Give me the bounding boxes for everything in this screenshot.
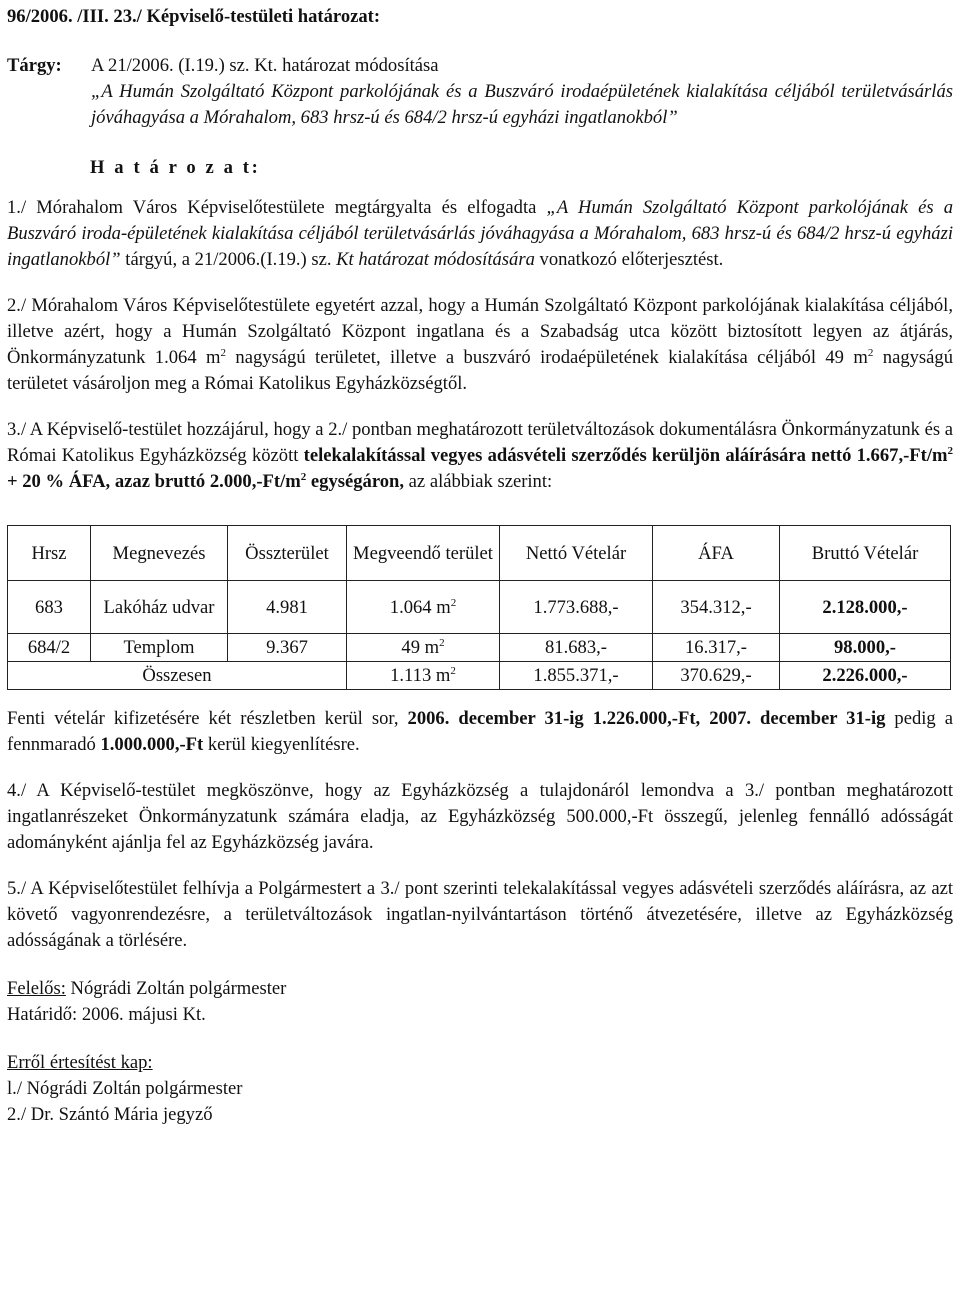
row1-gross: 2.128.000,- (780, 581, 951, 634)
notify-item-1: l./ Nógrádi Zoltán polgármester (7, 1078, 243, 1099)
payment-a: Fenti vételár kifizetésére két részletben kerül sor, (7, 708, 408, 729)
p2-sup-2: 2 (867, 347, 874, 359)
row2-gross: 98.000,- (780, 634, 951, 662)
deadline-line: Határidő: 2006. májusi Kt. (7, 1004, 206, 1025)
payment-b2: 2007. december 31-ig (700, 708, 886, 729)
row2-area-cell (347, 634, 500, 662)
row1-area-sup: 2 (450, 596, 457, 609)
p3-a: 3./ A Képviselő-testület hozzájárul, hogy a 2./ pontban meghatározott területváltozások dokumentálásra Önkormányzatunk és a Római Katolikus Egyházközség között (7, 419, 953, 466)
p3-sup-2: 2 (300, 471, 307, 483)
p1-tail: vonatkozó előterjesztést. (534, 249, 724, 270)
sum-vat: 370.629,- (653, 662, 780, 690)
document-title: 96/2006. /III. 23./ Képviselő-testületi határozat: (7, 6, 381, 27)
header-gross: Bruttó Vételár (780, 526, 951, 581)
p1-lead: 1./ Mórahalom Város Képviselőtestülete megtárgyalta és elfogadta (7, 197, 547, 218)
subject-label: Tárgy: (7, 55, 62, 76)
p1-mid: tárgyú, a 21/2006.(I.19.) sz. (120, 249, 337, 270)
row2-vat: 16.317,- (653, 634, 780, 662)
header-total: Összterület (228, 526, 347, 581)
paragraph-1 (7, 195, 953, 273)
p1-italic: „A Humán Szolgáltató Központ parkolójának és a Buszváró iroda-épületének kialakítása céljából területvásárlás jóváhagyása a Mórahalom, 683 hrsz-ú és 684/2 hrsz-ú egyházi ingatlanokból” (7, 197, 953, 270)
paragraph-2 (7, 293, 953, 397)
notify-item-2: 2./ Dr. Szántó Mária jegyző (7, 1104, 213, 1125)
subject-line: A 21/2006. (I.19.) sz. Kt. határozat módosítása (91, 55, 439, 76)
header-name: Megnevezés (91, 526, 228, 581)
p2-b: nagyságú területet, illetve a buszváró irodaépületének kialakítása céljából 49 m (226, 347, 868, 368)
row2-hrsz: 684/2 (8, 634, 91, 662)
responsible-value: Nógrádi Zoltán polgármester (65, 978, 287, 999)
row1-hrsz: 683 (8, 581, 91, 634)
row2-area: 49 m (401, 637, 440, 658)
header-vat: ÁFA (653, 526, 780, 581)
row1-vat: 354.312,- (653, 581, 780, 634)
payment-c: pedig a fennmaradó (7, 708, 954, 755)
notify-label: Erről értesítést kap: (7, 1052, 153, 1073)
row2-total: 9.367 (228, 634, 347, 662)
p3-bold-3: egységáron, (306, 471, 405, 492)
subject-block (7, 53, 953, 131)
p3-bold-2: + 20 % ÁFA, azaz bruttó 2.000,-Ft/m (7, 471, 301, 492)
table-row (8, 634, 951, 662)
subject-italic: „A Humán Szolgáltató Központ parkolójának és a Buszváró irodaépületének kialakítása céljából területvásárlás jóváhagyása a Mórahalom, 683 hrsz-ú és 684/2 hrsz-ú egyházi ingatlanokból” (91, 81, 953, 128)
header-net: Nettó Vételár (500, 526, 653, 581)
table-row (8, 581, 951, 634)
sum-area-sup: 2 (450, 665, 456, 677)
row1-area: 1.064 m (389, 596, 451, 618)
paragraph-3 (7, 417, 953, 495)
responsible-label: Felelős: (7, 978, 66, 999)
sum-gross: 2.226.000,- (780, 662, 951, 690)
sum-net: 1.855.371,- (500, 662, 653, 690)
payment-b1: 2006. december 31-ig 1.226.000,-Ft, (407, 708, 701, 729)
decision-heading: H a t á r o z a t: (90, 157, 261, 178)
p3-sup-1: 2 (947, 445, 953, 457)
responsible-line (7, 976, 953, 1002)
row1-area-cell (347, 581, 500, 634)
row1-total: 4.981 (228, 581, 347, 634)
p2-a: 2./ Mórahalom Város Képviselőtestülete egyetért azzal, hogy a Humán Szolgáltató Központ parkolójának kialakítása céljából, illetve azért, hogy a Humán Szolgáltató Központ ingatlana és a Szabadság utca között biztosított legyen az átjárás, Önkormányzatunk 1.064 m (7, 295, 953, 368)
price-table (7, 525, 951, 690)
p2-c: nagyságú területet vásároljon meg a Római Katolikus Egyházközségtől. (7, 347, 953, 394)
header-hrsz: Hrsz (8, 526, 91, 581)
table-header-row (8, 526, 951, 581)
payment-d: kerül kiegyenlítésre. (203, 734, 360, 755)
sum-area: 1.113 m (390, 665, 451, 686)
payment-paragraph (7, 706, 953, 758)
table-sum-row (8, 662, 951, 690)
p2-sup-1: 2 (220, 347, 226, 359)
p3-bold-1: telekalakítással vegyes adásvételi szerződés kerüljön aláírására nettó 1.667,-Ft/m (303, 445, 948, 466)
row2-name: Templom (91, 634, 228, 662)
row1-name: Lakóház udvar (91, 581, 228, 634)
header-area: Megveendő terület (347, 526, 500, 581)
p1-italic-2: Kt határozat módosítására (336, 249, 535, 270)
row1-net: 1.773.688,- (500, 581, 653, 634)
paragraph-5: 5./ A Képviselőtestület felhívja a Polgármestert a 3./ pont szerinti telekalakítással vegyes adásvételi szerződés aláírásra, az azt követő vagyonrendezésre, a területváltozások ingatlan-nyilvántartáson történő átvezetésére, illetve az Egyházközség adósságának a törlésére. (7, 878, 953, 951)
p3-tail: az alábbiak szerint: (404, 471, 553, 492)
paragraph-4: 4./ A Képviselő-testület megköszönve, hogy az Egyházközség a tulajdonáról lemondva a 3./ pontban meghatározott ingatlanrészeket Önkormányzatunk számára eladja, az Egyházközség 500.000,-Ft összegű, jelenleg fennálló adósságát adományként ajánlja fel az Egyházközség javára. (7, 780, 953, 853)
payment-b3: 1.000.000,-Ft (100, 734, 204, 755)
row2-net: 81.683,- (500, 634, 653, 662)
sum-area-cell (347, 662, 500, 690)
row2-area-sup: 2 (439, 637, 445, 649)
subject-body (91, 53, 953, 131)
sum-label: Összesen (8, 662, 347, 690)
